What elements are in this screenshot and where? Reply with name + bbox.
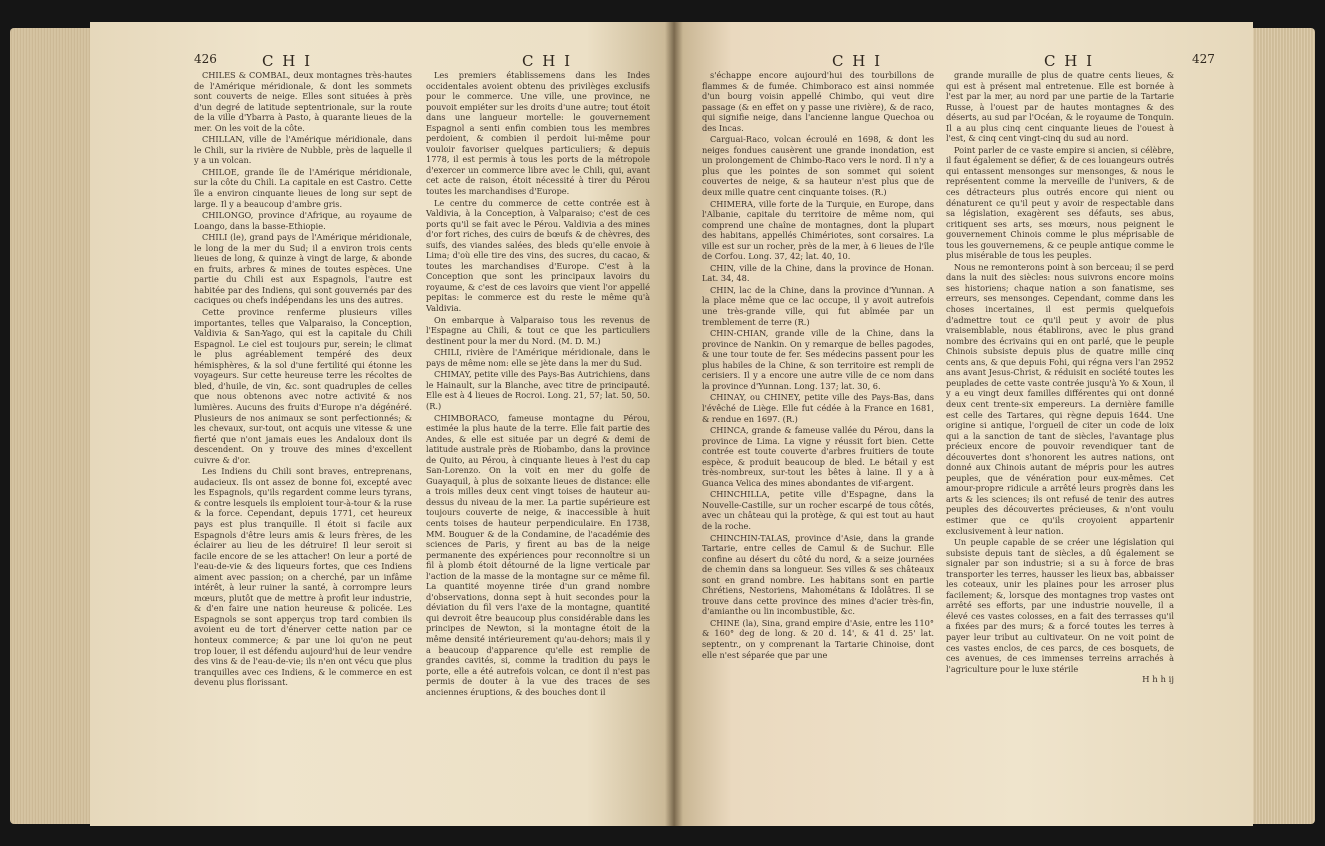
signature-mark: H h h ij <box>1142 675 1174 686</box>
page-number-left: 426 <box>194 52 217 66</box>
running-head-left-col2: C H I <box>522 52 573 70</box>
running-head-right-col1: C H I <box>832 52 883 70</box>
dictionary-entry: CHIMERA, ville forte de la Turquie, en Europe, dans l'Albanie, capitale du territoire de même nom, qui comprend une chaîne de montagnes, dont la plupart des habitans, appellés Chimériotes, sont corsaires. La ville est sur un rocher, près de la mer, à 6 lieues de l'île de Corfou. Long. 37, 42; lat. 40, 10. <box>702 198 934 262</box>
dictionary-entry: Les premiers établissemens dans les Indes occidentales avoient obtenu des privilèges exclusifs pour le commerce. Une ville, une province, ne pouvoit empiéter sur les droits d'une autre; tout étoit dans une langueur mortelle: le gouvernement Espagnol a senti enfin combien tous les membres perdoient, & combien il perdoit lui-même pour vouloir favoriser quelques particuliers; & depuis 1778, il est permis à tous les ports de la métropole d'exercer un commerce libre avec le Chili, qui, avant cet acte de raison, étoit nécessité à tirer du Pérou toutes les marchandises d'Europe. <box>426 70 650 197</box>
right-page <box>674 22 1253 826</box>
dictionary-entry: Point parler de ce vaste empire si ancien, si célèbre, il faut également se défier, & de ces louangeurs outrés qui entassent mensonges sur mensonges, & nous le représentent comme la merveille de l'univers, & de ces détracteurs plus outrés encore qui nient ou dénaturent ce qu'il peut y avoir de respectable dans sa législation, exagèrent ses défauts, ses abus, critiquent ses arts, ses mœurs, nous peignent le gouvernement Chinois comme le plus méprisable de tous les gouvernemens, & ce peuple antique comme le plus misérable de tous les peuples. <box>946 144 1174 261</box>
book-gutter <box>665 22 683 826</box>
dictionary-entry: grande muraille de plus de quatre cents lieues, & qui est à présent mal entretenue. Elle est bornée à l'est par la mer, au nord par une partie de la Tartarie Russe, à l'ouest par de hautes montagnes & des déserts, au sud par l'Océan, & le royaume de Tonquin. Il a au plus cinq cent cinquante lieues de l'ouest à l'est, & cinq cent vingt-cinq du sud au nord. <box>946 70 1174 144</box>
left-page-column-1 <box>194 70 412 689</box>
dictionary-entry: s'échappe encore aujourd'hui des tourbillons de flammes & de fumée. Chimboraco est ainsi nommée d'un bourg voisin appellé Chimbo, qui veut dire passage (& en effet on y passe une rivière), & de raco, qui signifie neige, dans l'ancienne langue Quechoa ou des Incas. <box>702 70 934 133</box>
dictionary-entry: CHIN, ville de la Chine, dans la province de Honan. Lat. 34, 48. <box>702 262 934 284</box>
right-page-column-2 <box>946 70 1174 686</box>
right-page-column-1 <box>702 70 934 661</box>
running-head-left-col1: C H I <box>262 52 313 70</box>
dictionary-entry: CHINAY, ou CHINEY, petite ville des Pays-Bas, dans l'évêché de Liège. Elle fut cédée à la France en 1681, & rendue en 1697. (R.) <box>702 392 934 424</box>
dictionary-entry: CHINCHIN-TALAS, province d'Asie, dans la grande Tartarie, entre celles de Camul & de Suchur. Elle confine au désert du côté du nord, & a seize journées de chemin dans sa longueur. Ses villes & ses châteaux sont en grand nombre. Les habitans sont en partie Chrétiens, Nestoriens, Mahométans & Idolâtres. Il se trouve dans cette province des mines d'acier très-fin, d'amianthe ou lin incombustible, &c. <box>702 532 934 617</box>
running-head-right-col2: C H I <box>1044 52 1095 70</box>
dictionary-entry: CHIMAY, petite ville des Pays-Bas Autrichiens, dans le Hainault, sur la Blanche, avec titre de principauté. Elle est à 4 lieues de Rocroi. Long. 21, 57; lat. 50, 50. (R.) <box>426 369 650 411</box>
dictionary-entry: Le centre du commerce de cette contrée est à Valdivia, à la Conception, à Valparaiso; c'est de ces ports qu'il se fait avec le Pérou. Valdivia a des mines d'or fort riches, des cuirs de bœufs & de chèvres, des suifs, des viandes salées, des bleds qu'elle envoie à Lima; d'où elle tire des vins, des sucres, du cacao, & toutes les marchandises d'Europe. C'est à la Conception que sont les principaux lavoirs du royaume, & c'est de ces lavoirs que vient l'or appellé pepitas: le commerce est du reste le même qu'à Valdivia. <box>426 197 650 314</box>
right-page-edges <box>1253 28 1315 824</box>
dictionary-entry: CHILI (le), grand pays de l'Amérique méridionale, le long de la mer du Sud; il a environ trois cents lieues de long, & quinze à vingt de large, & abonde en fruits, arbres & mines de toutes espèces. Une partie du Chili est aux Espagnols, l'autre est habitée par des Indiens, qui sont gouvernés par des caciques ou chefs indépendans les uns des autres. <box>194 232 412 306</box>
dictionary-entry: Nous ne remonterons point à son berceau; il se perd dans la nuit des siècles: nous suivrons encore moins ses historiens; chaque nation a son fanatisme, ses erreurs, ses mensonges. Cependant, comme dans les choses incertaines, il est permis quelquefois d'admettre tout ce qu'il peut y avoir de plus vraisemblable, nous établirons, avec le plus grand nombre des écrivains qui en ont parlé, que le peuple Chinois subsiste depuis plus de quatre mille cinq cents ans, & que depuis Fohi, qui régna vers l'an 2952 ans avant Jesus-Christ, & réduisit en société toutes les peuplades de cette vaste contrée jusqu'à Yo & Xoun, il y a eu vingt deux familles différentes qui ont donné deux cent trente-six empereurs. La dernière famille est celle des Tartares, qui règne depuis 1644. Une origine si antique, l'orgueil de citer un code de loix qui a la sanction de tant de siècles, l'avantage plus précieux encore de pouvoir revendiquer tant de découvertes dont s'honorent les autres nations, ont donné aux Chinois autant de mépris pour les autres peuples, que de vénération pour eux-mêmes. Cet amour-propre ridicule a arrêté leurs progrès dans les arts & les sciences; ils ont refusé de tenir des autres peuples des découvertes précieuses, & n'ont voulu estimer que ce qu'ils croyoient appartenir exclusivement à leur nation. <box>946 261 1174 536</box>
open-book <box>10 22 1315 826</box>
page-number-right: 427 <box>1192 52 1215 66</box>
dictionary-entry: CHILI, rivière de l'Amérique méridionale, dans le pays de même nom: elle se jète dans la mer du Sud. <box>426 347 650 368</box>
dictionary-entry: On embarque à Valparaiso tous les revenus de l'Espagne au Chili, & tout ce que les particuliers destinent pour la mer du Nord. (M. D. M.) <box>426 314 650 346</box>
dictionary-entry: CHIN, lac de la Chine, dans la province d'Yunnan. A la place même que ce lac occupe, il y avoit autrefois une très-grande ville, qui fut abîmée par un tremblement de terre (R.) <box>702 284 934 327</box>
dictionary-entry: CHINCA, grande & fameuse vallée du Pérou, dans la province de Lima. La vigne y réussit fort bien. Cette contrée est toute couverte d'arbres fruitiers de toute espèce, & produit beaucoup de bled. Le bétail y est très-nombreux, sur-tout les bêtes à laine. Il y a à Guanca Velica des mines abondantes de vif-argent. <box>702 425 934 488</box>
dictionary-entry: CHILONGO, province d'Afrique, au royaume de Loango, dans la basse-Ethiopie. <box>194 210 412 231</box>
dictionary-entry: CHILES & COMBAL, deux montagnes très-hautes de l'Amérique méridionale, & dont les sommets sont couverts de neige. Elles sont situées à près d'un degré de latitude septentrionale, sur la route de la ville d'Ybarra à Pasto, à quarante lieues de la mer. On les voit de la côte. <box>194 70 412 133</box>
dictionary-entry: CHINE (la), Sina, grand empire d'Asie, entre les 110° & 160° deg de long. & 20 d. 14', & 41 d. 25' lat. septentr., on y comprenant la Tartarie Chinoise, dont elle n'est séparée que par une <box>702 617 934 660</box>
left-page-column-2 <box>426 70 650 698</box>
dictionary-entry: Les Indiens du Chili sont braves, entreprenans, audacieux. Ils ont assez de bonne foi, excepté avec les Espagnols, qu'ils regardent comme leurs tyrans, & contre lesquels ils emploient tour-à-tour & la ruse & la force. Cependant, depuis 1771, cet heureux pays est plus tranquille. Il étoit si facile aux Espagnols d'être leurs amis & leurs frères, de les éclairer au lieu de les détruire! Il leur seroit si facile encore de se les attacher! On leur a porté de l'eau-de-vie & des liqueurs fortes, que ces Indiens aiment avec passion; on a cherché, par un infâme intérêt, à leur ruiner la santé, à corrompre leurs mœurs, plutôt que de mettre à profit leur industrie, & d'en faire une nation heureuse & policée. Les Espagnols se sont apperçus trop tard combien ils avoient eu de tort d'énerver cette nation par ce honteux commerce; & par une loi qu'on ne peut trop louer, il est défendu aujourd'hui de leur vendre des vins & de l'eau-de-vie; ils n'en ont vécu que plus tranquilles avec ces Indiens, & le commerce en est devenu plus florissant. <box>194 466 412 688</box>
dictionary-entry: Carguai-Raco, volcan écroulé en 1698, & dont les neiges fondues causèrent une grande inondation, est un prolongement de Chimbo-Raco vers le nord. Il n'y a plus que les pointes de son sommet qui soient couvertes de neige, & sa hauteur n'est plus que de deux mille quatre cent cinquante toises. (R.) <box>702 134 934 198</box>
left-page <box>90 22 674 826</box>
dictionary-entry: CHIMBORACO, fameuse montagne du Pérou, estimée la plus haute de la terre. Elle fait partie des Andes, & elle est située par un degré & demi de latitude australe près de Riobambo, dans la province de Quito, au Pérou, à cinquante lieues à l'est du cap San-Lorenzo. On la voit en mer du golfe de Guayaquil, à plus de soixante lieues de distance: elle a trois milles deux cent vingt toises de hauteur au-dessus du niveau de la mer. La partie supérieure est toujours couverte de neige, & inaccessible à huit cents toises de hauteur perpendiculaire. En 1738, MM. Bouguer & de la Condamine, de l'académie des sciences de Paris, y firent au bas de la neige permanente des expériences pour reconnoître si un fil à plomb étoit détourné de la ligne verticale par l'action de la masse de la montagne sur ce même fil. La quantité moyenne tirée d'un grand nombre d'observations, donna sept à huit secondes pour la déviation du fil vers l'axe de la montagne, quantité qui devroit être beaucoup plus considérable dans les principes de Newton, si la montagne étoit de la même densité intérieurement qu'au-dehors; mais il y a beaucoup d'apparence qu'elle est remplie de grandes cavités, si, comme la tradition du pays le porte, elle a été autrefois volcan, ce dont il n'est pas permis de douter à la vue des traces de ses anciennes éruptions, & des bouches dont il <box>426 412 650 697</box>
dictionary-entry: CHINCHILLA, petite ville d'Espagne, dans la Nouvelle-Castille, sur un rocher escarpé de tous côtés, avec un château qui la protège, & qui est tout au haut de la roche. <box>702 489 934 531</box>
dictionary-entry: Cette province renferme plusieurs villes importantes, telles que Valparaiso, la Conception, Valdivia & San-Yago, qui est la capitale du Chili Espagnol. Le ciel est toujours pur, serein; le climat le plus agréablement tempéré des deux hémisphères, & la sol d'une fertilité qui étonne les voyageurs. Sur cette heureuse terre les récoltes de bled, d'huile, de vin, &c. sont quadruples de celles que nous obtenons avec notre activité & nos lumières. Aucuns des fruits d'Europe n'a dégénéré. Plusieurs de nos animaux se sont perfectionnés; & les chevaux, sur-tout, ont acquis une vitesse & une fierté que n'ont jamais eues les Andaloux dont ils descendent. On y trouve des mines d'excellent cuivre & d'or. <box>194 307 412 465</box>
dictionary-entry: CHILOE, grande île de l'Amérique méridionale, sur la côte du Chili. La capitale en est Castro. Cette île a environ cinquante lieues de long sur sept de large. Il y a beaucoup d'ambre gris. <box>194 166 412 209</box>
dictionary-entry: CHILLAN, ville de l'Amérique méridionale, dans le Chili, sur la rivière de Nubble, près de laquelle il y a un volcan. <box>194 134 412 166</box>
dictionary-entry: Un peuple capable de se créer une législation qui subsiste depuis tant de siècles, a dû également se signaler par son industrie; si a su à force de bras transporter les terres, hausser les lieux bas, abbaisser les coteaux, unir les plaines pour les arroser plus facilement; &, lorsque des montagnes trop vastes ont arrêté ses efforts, par une industrie nouvelle, il a élevé ces vastes colosses, en a fait des terrasses qu'il a fixées par des murs; & a forcé toutes les terres à payer leur tribut au cultivateur. On ne voit point de ces vastes enclos, de ces parcs, de ces bosquets, de ces avenues, de ces immenses terreins arrachés à l'agriculture pour le luxe stérile <box>946 537 1174 674</box>
dictionary-entry: CHIN-CHIAN, grande ville de la Chine, dans la province de Nankin. On y remarque de belles pagodes, & une tour toute de fer. Ses médecins passent pour les plus habiles de la Chine, & son territoire est rempli de cerisiers. Il y a encore une autre ville de ce nom dans la province d'Yunnan. Long. 137; lat. 30, 6. <box>702 328 934 391</box>
left-page-edges <box>10 28 90 824</box>
